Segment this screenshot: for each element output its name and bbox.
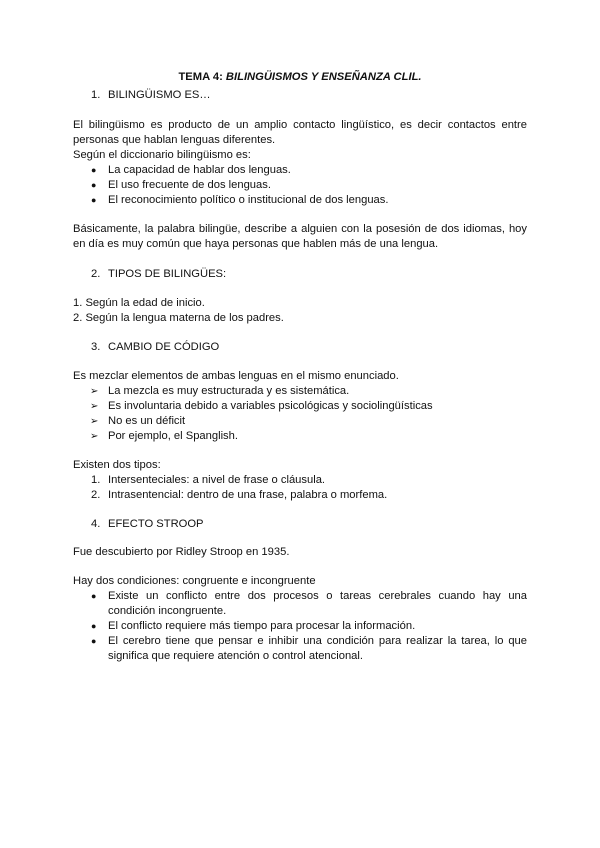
arrow-bullet-icon: ➢ <box>90 431 99 442</box>
section-4-number: 4. <box>91 518 101 530</box>
list-item: La capacidad de hablar dos lenguas. <box>108 164 291 176</box>
list-number: 2. <box>91 489 101 501</box>
section-2-number: 2. <box>91 268 101 280</box>
bullet-icon: ● <box>91 636 97 646</box>
arrow-bullet-icon: ➢ <box>90 386 99 397</box>
section-1-paragraph-3: Básicamente, la palabra bilingüe, describe a alguien con la posesión de dos idiomas, hoy en día es muy común que haya personas que hablen más de una lengua. <box>73 223 527 250</box>
section-3-paragraph-1: Es mezclar elementos de ambas lenguas en el mismo enunciado. <box>73 370 399 382</box>
list-item: Es involuntaria debido a variables psicológicas y sociolingüísticas <box>108 400 433 412</box>
bullet-icon: ● <box>91 195 97 205</box>
list-item: Existe un conflicto entre dos procesos o tareas cerebrales cuando hay una condición incongruente. <box>108 590 527 617</box>
list-item: El conflicto requiere más tiempo para procesar la información. <box>108 620 416 632</box>
bullet-icon: ● <box>91 591 97 601</box>
list-item: El reconocimiento político o institucional de dos lenguas. <box>108 194 389 206</box>
bullet-icon: ● <box>91 621 97 631</box>
list-item: Intersenteciales: a nivel de frase o cláusula. <box>108 474 326 486</box>
bullet-icon: ● <box>91 165 97 175</box>
list-item: No es un déficit <box>108 415 186 427</box>
list-item: 1. Según la edad de inicio. <box>73 297 205 309</box>
section-1-paragraph-2: Según el diccionario bilingüismo es: <box>73 149 251 161</box>
section-4-paragraph-2: Hay dos condiciones: congruente e incongruente <box>73 575 316 587</box>
bullet-icon: ● <box>91 180 97 190</box>
list-item: El uso frecuente de dos lenguas. <box>108 179 271 191</box>
page-title <box>0 70 600 85</box>
list-item: 2. Según la lengua materna de los padres. <box>73 312 284 324</box>
section-1-number: 1. <box>91 89 101 101</box>
section-3-number: 3. <box>91 341 101 353</box>
title-main: BILINGÜISMOS Y ENSEÑANZA CLIL. <box>225 71 422 83</box>
list-item: Intrasentencial: dentro de una frase, palabra o morfema. <box>108 489 388 501</box>
section-2-heading: TIPOS DE BILINGÜES: <box>108 268 227 280</box>
list-item: El cerebro tiene que pensar e inhibir una condición para realizar la tarea, lo que significa que requiere atención o control atencional. <box>108 635 527 662</box>
section-1-heading: BILINGÜISMO ES… <box>108 89 211 101</box>
section-4-paragraph-1: Fue descubierto por Ridley Stroop en 1935. <box>73 546 290 558</box>
title-prefix: TEMA 4: <box>178 71 226 83</box>
section-1-paragraph-1: El bilingüismo es producto de un amplio contacto lingüístico, es decir contactos entre personas que hablan lenguas diferentes. <box>73 119 527 146</box>
list-item: La mezcla es muy estructurada y es sistemática. <box>108 385 350 397</box>
list-number: 1. <box>91 474 101 486</box>
arrow-bullet-icon: ➢ <box>90 416 99 427</box>
section-3-paragraph-2: Existen dos tipos: <box>73 459 161 471</box>
list-item: Por ejemplo, el Spanglish. <box>108 430 238 442</box>
section-4-heading: EFECTO STROOP <box>108 518 204 530</box>
arrow-bullet-icon: ➢ <box>90 401 99 412</box>
section-3-heading: CAMBIO DE CÓDIGO <box>108 341 220 353</box>
